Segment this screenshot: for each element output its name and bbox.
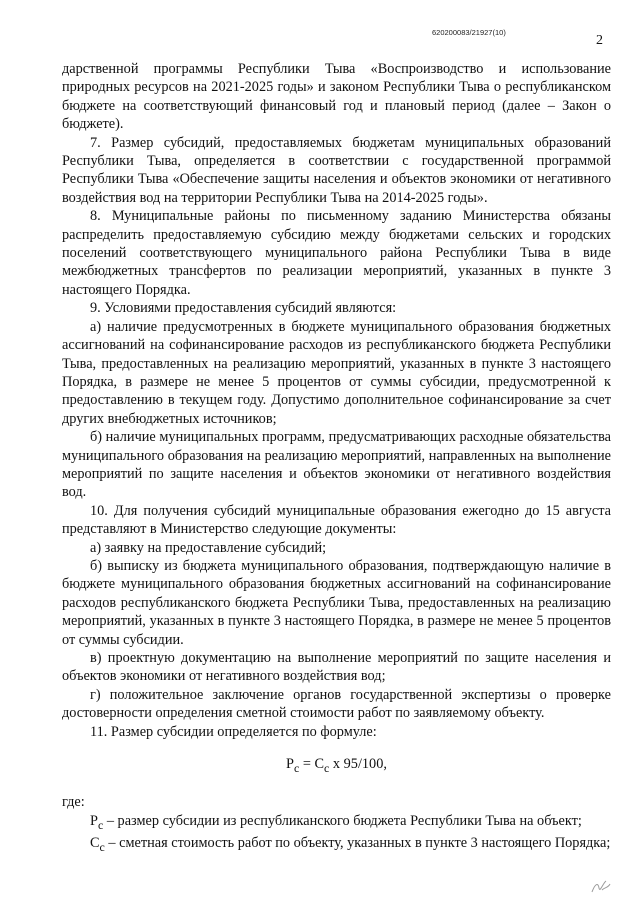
paragraph-item-9: 9. Условиями предоставления субсидий являются: — [90, 300, 397, 317]
definition-text: – размер субсидии из республиканского бюджета Республики Тыва на объект; — [103, 812, 582, 829]
formula-lhs-subscript: c — [294, 760, 300, 775]
subsidy-formula — [62, 755, 611, 777]
paragraph-item-10a: а) заявку на предоставление субсидий; — [90, 539, 327, 556]
paragraph-item-11: 11. Размер субсидии определяется по формуле: — [90, 723, 377, 740]
definition-subscript: c — [99, 839, 105, 854]
where-label: где: — [62, 794, 85, 811]
page-number: 2 — [596, 33, 603, 48]
paragraph-continuation: дарственной программы Республики Тыва «Воспроизводство и использование природных ресурсов на 2021-2025 годы» и законом Республики Тыва о республиканском бюджете на соответствующий финансовый год и плановый период (далее – Закон о бюджете). — [62, 61, 611, 133]
paragraph-item-10v: в) проектную документацию на выполнение мероприятий по защите населения и объектов экономики от негативного воздействия вод; — [62, 650, 611, 685]
paragraph-item-9b: б) наличие муниципальных программ, предусматривающих расходные обязательства муниципального образования на реализацию мероприятий, направленных на выполнение мероприятий по защите населения и объектов экономики от негативного воздействия вод. — [62, 429, 611, 501]
formula-rest: x 95/100, — [329, 756, 387, 773]
formula-lhs: P — [286, 756, 294, 773]
document-registration-code: 620200083/21927(10) — [432, 28, 506, 37]
definition-cc — [62, 834, 611, 856]
formula-rhs-subscript: c — [324, 760, 330, 775]
definition-symbol: C — [90, 834, 100, 851]
formula-equals: = C — [299, 756, 325, 773]
paragraph-item-10b: б) выписку из бюджета муниципального образования, подтверждающую наличие в бюджете муниципального образования бюджетных ассигнований на софинансирование расходов республиканского бюджета Республики Тыва, предоставленных на реализацию мероприятий, указанных в пункте 3 настоящего Порядка, в размере не менее 5 процентов от суммы субсидии. — [62, 557, 611, 648]
handwritten-initials-mark — [590, 878, 612, 896]
paragraph-item-10: 10. Для получения субсидий муниципальные образования ежегодно до 15 августа представляют в Министерство следующие документы: — [62, 502, 611, 538]
definition-subscript: c — [97, 817, 104, 832]
paragraph-item-9a: а) наличие предусмотренных в бюджете муниципального образования бюджетных ассигнований на софинансирование расходов из республиканского бюджета Республики Тыва, предоставленных на реализацию мероприятий, указанных в пункте 3 настоящего Порядка, в размере не менее 5 процентов от суммы субсидии, предусмотренной к предоставлению в текущем году. Допустимо дополнительное софинансирование за счет других внебюджетных источников; — [62, 318, 611, 427]
document-body — [62, 60, 611, 856]
paragraph-item-8: 8. Муниципальные районы по письменному заданию Министерства обязаны распределить предоставляемую субсидию между бюджетами сельских и городских поселений соответствующего муниципального района Республики Тыва в виде межбюджетных трансфертов по реализации мероприятий, указанных в пункте 3 настоящего Порядка. — [62, 208, 611, 298]
definition-pc — [62, 812, 611, 834]
definition-text: – сметная стоимость работ по объекту, указанных в пункте 3 настоящего Порядка; — [104, 834, 611, 851]
paragraph-item-7: 7. Размер субсидий, предоставляемых бюджетам муниципальных образований Республики Тыва, определяется в соответствии с государственной программой Республики Тыва «Обеспечение защиты населения и объектов экономики от негативного воздействия вод на территории Республики Тыва на 2014-2025 годы». — [62, 134, 611, 206]
definition-symbol: P — [90, 812, 98, 829]
paragraph-item-10g: г) положительное заключение органов государственной экспертизы о проверке достоверности определения сметной стоимости работ по заявляемому объекту. — [62, 686, 611, 722]
